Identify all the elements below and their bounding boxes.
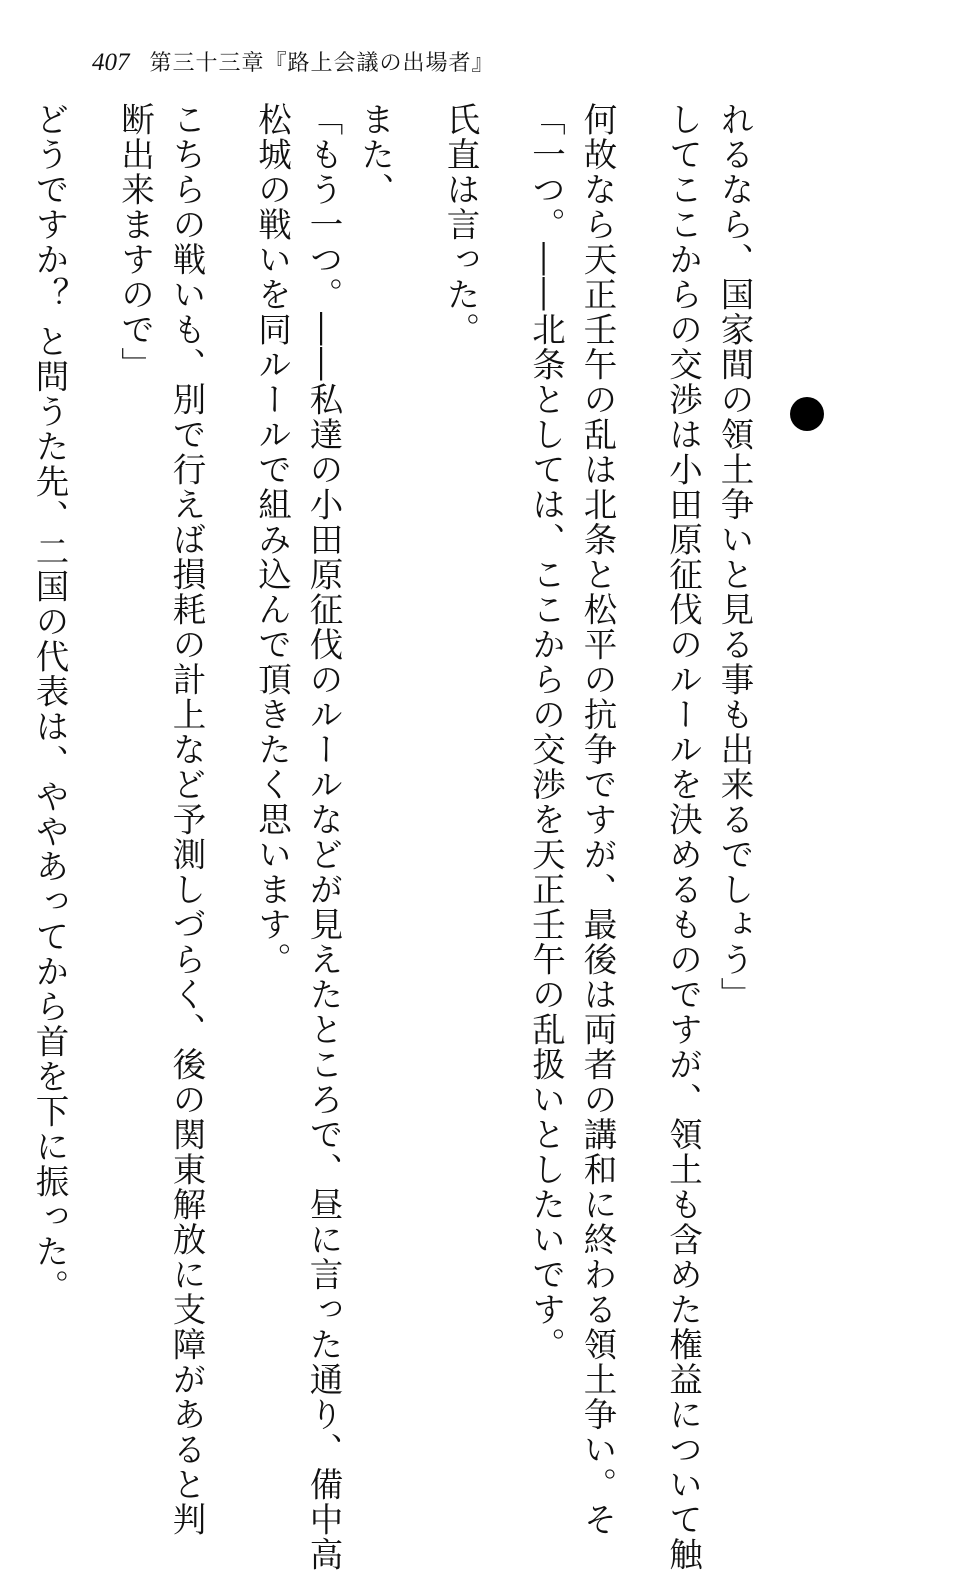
- text-line: 松城の戦いを同ルールで組み込んで頂きたく思います。: [252, 102, 292, 977]
- running-header: [92, 46, 495, 86]
- text-line: 断出来ますので」: [115, 102, 155, 382]
- text-line: [0, 102, 24, 1302]
- text-line: 「もう一つ。――私達の小田原征伐のルールなどが見えたところで、昼に言った通り、備中高: [304, 102, 343, 1572]
- page-number: 407: [92, 49, 130, 76]
- text-line: また、: [355, 102, 395, 207]
- text-line: 氏直は言った。: [441, 102, 480, 347]
- text-line: 「一つ。――北条としては、ここからの交渉を天正壬午の乱扱いとしたいです。: [526, 102, 566, 1362]
- text-line: 何故なら天正壬午の乱は北条と松平の抗争ですが、最後は両者の講和に終わる領土争い。そ: [578, 102, 617, 1537]
- text-line: れるなら、国家間の領土争いと見る事も出来るでしょう」: [715, 102, 754, 1012]
- chapter-title: 第三十三章『路上会議の出場者』: [149, 51, 495, 76]
- text-line: こちらの戦いも、別で行えば損耗の計上など予測しづらく、後の関東解放に支障があると判: [167, 102, 206, 1537]
- section-break-dot-icon: [790, 397, 824, 431]
- text-line: どうですか？ と問うた先、二国の代表は、ややあってから首を下に振った。: [30, 102, 69, 1305]
- text-line: してここからの交渉は小田原征伐のルールを決めるものですが、領土も含めた権益について触: [663, 102, 703, 1572]
- body-text: [30, 102, 760, 1572]
